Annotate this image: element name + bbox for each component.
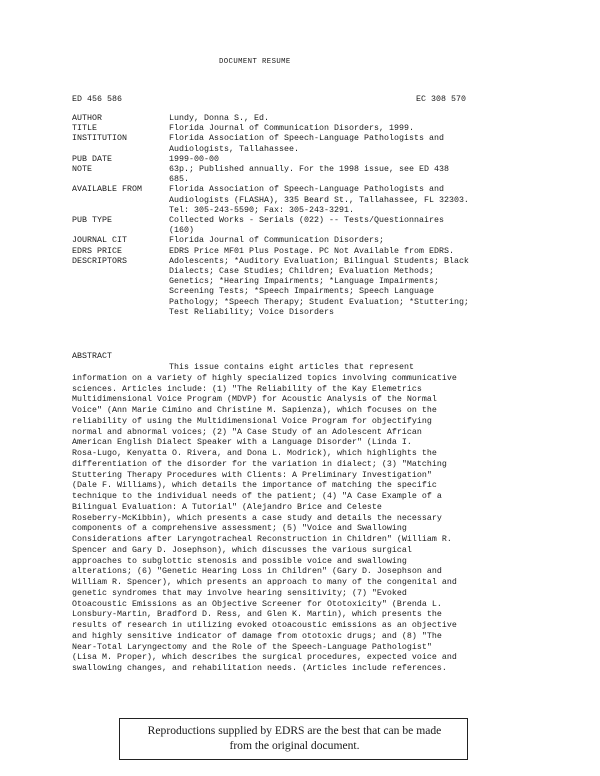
field-label: INSTITUTION	[72, 134, 127, 144]
field-value-line: Collected Works - Serials (022) -- Tests/Questionnaires	[169, 216, 444, 225]
abstract-line: components of a comprehensive assessment; (5) "Voice and Swallowing	[72, 524, 407, 534]
field-value-line: 63p.; Published annually. For the 1998 issue, see ED 438	[169, 165, 449, 174]
field-value-line: Screening Tests; *Speech Impairments; Speech Language	[169, 287, 434, 297]
field-value-line: Florida Journal of Communication Disorders, 1999.	[169, 124, 414, 134]
reproduction-notice-box	[119, 718, 468, 760]
field-value-line: Genetics; *Hearing Impairments; *Language Impairments;	[169, 277, 439, 287]
abstract-line: Lonsbury-Martin, Bradford D. Ress, and Glen K. Martin), which presents the	[72, 610, 442, 620]
field-value-line: Audiologists, Tallahassee.	[169, 144, 299, 154]
field-label: AUTHOR	[72, 114, 102, 123]
field-value-line: Audiologists (FLASHA), 335 Beard St., Tallahassee, FL 32303.	[169, 195, 469, 205]
field-value-line: Florida Association of Speech-Language Pathologists and	[169, 185, 444, 195]
reproduction-notice-line-2: from the original document.	[229, 739, 360, 752]
abstract-heading: ABSTRACT	[72, 352, 112, 361]
field-label: TITLE	[72, 124, 97, 134]
field-value-line: Adolescents; *Auditory Evaluation; Bilingual Students; Black	[169, 256, 469, 266]
field-label: DESCRIPTORS	[72, 256, 127, 266]
abstract-line: Voice" (Ann Marie Cimino and Christine M. Sapienza), which focuses on the	[72, 406, 437, 415]
abstract-line: approaches to subglottic stenosis and possible voice and swallowing	[72, 556, 407, 566]
abstract-line: normal and abnormal voices; (2) "A Case Study of an Adolescent African	[72, 427, 422, 437]
abstract-line: alterations; (6) "Genetic Hearing Loss in Children" (Gary D. Josephson and	[72, 567, 442, 577]
field-value-line: Florida Association of Speech-Language Pathologists and	[169, 134, 444, 144]
abstract-line: Stuttering Therapy Procedures with Clients: A Preliminary Investigation"	[72, 470, 432, 480]
abstract-line: technique to the individual needs of the patient; (4) "A Case Example of a	[72, 492, 442, 501]
abstract-line: results of research in utilizing evoked otoacoustic emissions as an objective	[72, 621, 457, 630]
document-title: DOCUMENT RESUME	[219, 58, 291, 66]
abstract-line: Spencer and Gary D. Josephson), which discusses the various surgical	[72, 545, 412, 555]
reproduction-notice-line-1: Reproductions supplied by EDRS are the best that can be made	[147, 724, 442, 737]
field-value-line: Florida Journal of Communication Disorders;	[169, 236, 384, 246]
field-value-line: EDRS Price MF01 Plus Postage. PC Not Available from EDRS.	[169, 246, 454, 256]
abstract-line: sciences. Articles include: (1) "The Reliability of the Kay Elemetrics	[72, 384, 422, 394]
field-value-line: (160)	[169, 226, 194, 236]
field-value-line: Tel: 305-243-5590; Fax: 305-243-3291.	[169, 205, 354, 215]
abstract-line: Considerations after Laryngotracheal Reconstruction in Children" (William R.	[72, 535, 452, 544]
abstract-line: American English Dialect Speaker with a Language Disorder" (Linda I.	[72, 438, 412, 448]
field-label: AVAILABLE FROM	[72, 185, 142, 195]
abstract-line: Multidimensional Voice Program (MDVP) for Acoustic Analysis of the Normal	[72, 395, 437, 405]
abstract-line: This issue contains eight articles that represent	[169, 363, 414, 372]
field-label: PUB TYPE	[72, 216, 112, 225]
abstract-line: Near-Total Laryngectomy and the Role of the Speech-Language Pathologist"	[72, 642, 432, 652]
abstract-line: (Dale F. Williams), which details the importance of matching the specific	[72, 481, 437, 491]
abstract-line: differentiation of the disorder for the variation in dialect; (3) "Matching	[72, 459, 447, 469]
abstract-line: Bilingual Evaluation: A Tutorial" (Alejandro Brice and Celeste	[72, 502, 382, 512]
field-value-line: 1999-00-00	[169, 154, 219, 164]
field-label: EDRS PRICE	[72, 246, 122, 256]
abstract-line: Rosa-Lugo, Kenyatta O. Rivera, and Dona L. Modrick), which highlights the	[72, 449, 437, 458]
abstract-line: genetic syndromes that may involve hearing sensitivity; (7) "Evoked	[72, 588, 407, 598]
abstract-line: information on a variety of highly specialized topics involving communicative	[72, 373, 457, 383]
field-value-line: Test Reliability; Voice Disorders	[169, 307, 334, 317]
field-label: JOURNAL CIT	[72, 236, 127, 246]
abstract-line: Otoacoustic Emissions as an Objective Screener for Ototoxicity" (Brenda L.	[72, 599, 442, 609]
abstract-line: William R. Spencer), which presents an approach to many of the congenital and	[72, 578, 457, 587]
field-value-line: Dialects; Case Studies; Children; Evaluation Methods;	[169, 267, 434, 276]
abstract-line: Roseberry-McKibbin), which presents a case study and details the necessary	[72, 513, 442, 523]
field-value-line: 685.	[169, 175, 189, 185]
field-label: NOTE	[72, 165, 92, 174]
ed-number: ED 456 586	[72, 95, 122, 104]
field-label: PUB DATE	[72, 154, 112, 164]
ec-number: EC 308 570	[416, 95, 466, 104]
abstract-line: swallowing changes, and rehabilitation needs. (Articles include references.	[72, 664, 447, 673]
abstract-line: (Lisa M. Proper), which describes the surgical procedures, expected voice and	[72, 653, 457, 663]
abstract-line: and highly sensitive indicator of damage from ototoxic drugs; and (8) "The	[72, 631, 442, 641]
field-value-line: Pathology; *Speech Therapy; Student Evaluation; *Stuttering;	[169, 297, 469, 307]
abstract-line: reliability of using the Multidimensional Voice Program for objectifying	[72, 416, 432, 426]
field-value-line: Lundy, Donna S., Ed.	[169, 114, 269, 123]
